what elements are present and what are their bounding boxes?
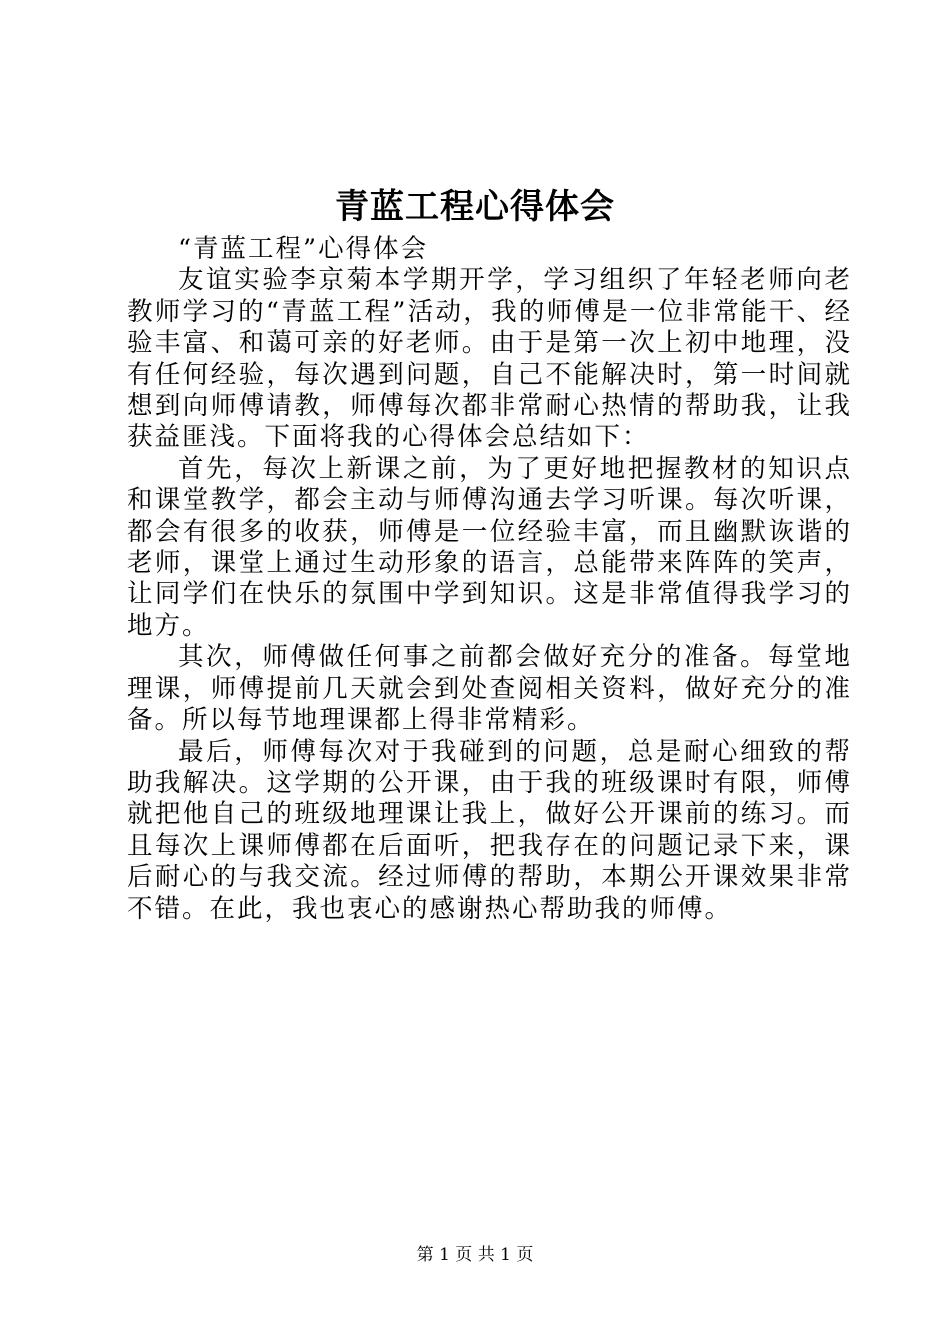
- paragraph-intro: 友谊实验李京菊本学期开学，学习组织了年轻老师向老教师学习的“青蓝工程”活动，我的师傅是一位非常能干、经验丰富、和蔼可亲的好老师。由于是第一次上初中地理，没有任何经验，每次遇到问题，自己不能解决时，第一时间就想到向师傅请教，师傅每次都非常耐心热情的帮助我，让我获益匪浅。下面将我的心得体会总结如下：: [127, 265, 852, 453]
- paragraph-first: 首先，每次上新课之前，为了更好地把握教材的知识点和课堂教学，都会主动与师傅沟通去学习听课。每次听课，都会有很多的收获，师傅是一位经验丰富，而且幽默诙谐的老师，课堂上通过生动形象的语言，总能带来阵阵的笑声，让同学们在快乐的氛围中学到知识。这是非常值得我学习的地方。: [127, 453, 852, 641]
- paragraph-subtitle: “青蓝工程”心得体会: [178, 234, 429, 264]
- page-footer: 第 1 页 共 1 页: [416, 1245, 534, 1265]
- document-title: 青蓝工程心得体会: [335, 187, 615, 227]
- paragraph-last: 最后，师傅每次对于我碰到的问题，总是耐心细致的帮助我解决。这学期的公开课，由于我的班级课时有限，师傅就把他自己的班级地理课让我上，做好公开课前的练习。而且每次上课师傅都在后面听，把我存在的问题记录下来，课后耐心的与我交流。经过师傅的帮助，本期公开课效果非常不错。在此，我也衷心的感谢热心帮助我的师傅。: [127, 736, 852, 924]
- paragraph-second: 其次，师傅做任何事之前都会做好充分的准备。每堂地理课，师傅提前几天就会到处查阅相关资料，做好充分的准备。所以每节地理课都上得非常精彩。: [127, 642, 852, 736]
- document-body: [127, 234, 852, 925]
